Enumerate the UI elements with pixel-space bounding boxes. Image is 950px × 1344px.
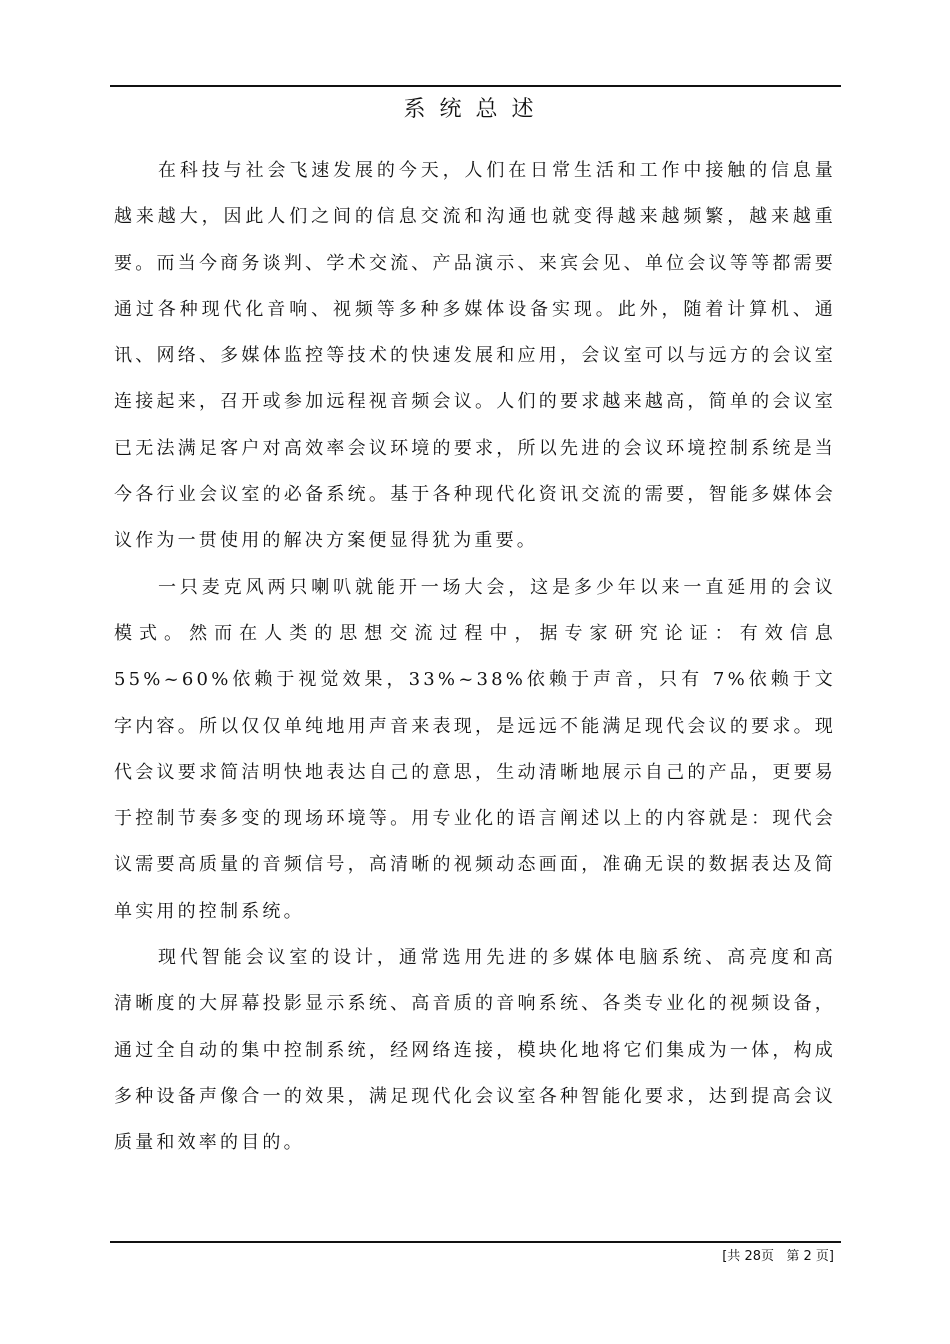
footer-rule bbox=[110, 1241, 841, 1243]
header-rule bbox=[110, 85, 841, 87]
paragraph-3: 现代智能会议室的设计，通常选用先进的多媒体电脑系统、高亮度和高清晰度的大屏幕投影显示系统、高音质的音响系统、各类专业化的视频设备，通过全自动的集中控制系统，经网络连接，模块化地将它们集成为一体，构成多种设备声像合一的效果，满足现代化会议室各种智能化要求，达到提高会议质量和效率的目的。 bbox=[114, 947, 836, 1154]
paragraph-1: 在科技与社会飞速发展的今天，人们在日常生活和工作中接触的信息量越来越大，因此人们之间的信息交流和沟通也就变得越来越频繁，越来越重要。而当今商务谈判、学术交流、产品演示、来宾会见、单位会议等等都需要通过各种现代化音响、视频等多种多媒体设备实现。此外，随着计算机、通讯、网络、多媒体监控等技术的快速发展和应用，会议室可以与远方的会议室连接起来，召开或参加远程视音频会议。人们的要求越来越高，简单的会议室已无法满足客户对高效率会议环境的要求，所以先进的会议环境控制系统是当今各行业会议室的必备系统。基于各种现代化资讯交流的需要，智能多媒体会议作为一贯使用的解决方案便显得犹为重要。 bbox=[114, 160, 836, 552]
body-text bbox=[114, 148, 836, 1167]
paragraph-2: 一只麦克风两只喇叭就能开一场大会，这是多少年以来一直延用的会议模式。然而在人类的思想交流过程中，据专家研究论证：有效信息 55%~60%依赖于视觉效果，33%~38%依赖于声音，只有 7%依赖于文字内容。所以仅仅单纯地用声音来表现，是远远不能满足现代会议的要求。现代会议要求简洁明快地表达自己的意思，生动清晰地展示自己的产品，更要易于控制节奏多变的现场环境等。用专业化的语言阐述以上的内容就是：现代会议需要高质量的音频信号，高清晰的视频动态画面，准确无误的数据表达及简单实用的控制系统。 bbox=[114, 576, 836, 922]
page-title: 系统总述 bbox=[403, 97, 548, 122]
page-number-footer: [共 28页 第 2 页] bbox=[722, 1249, 834, 1264]
